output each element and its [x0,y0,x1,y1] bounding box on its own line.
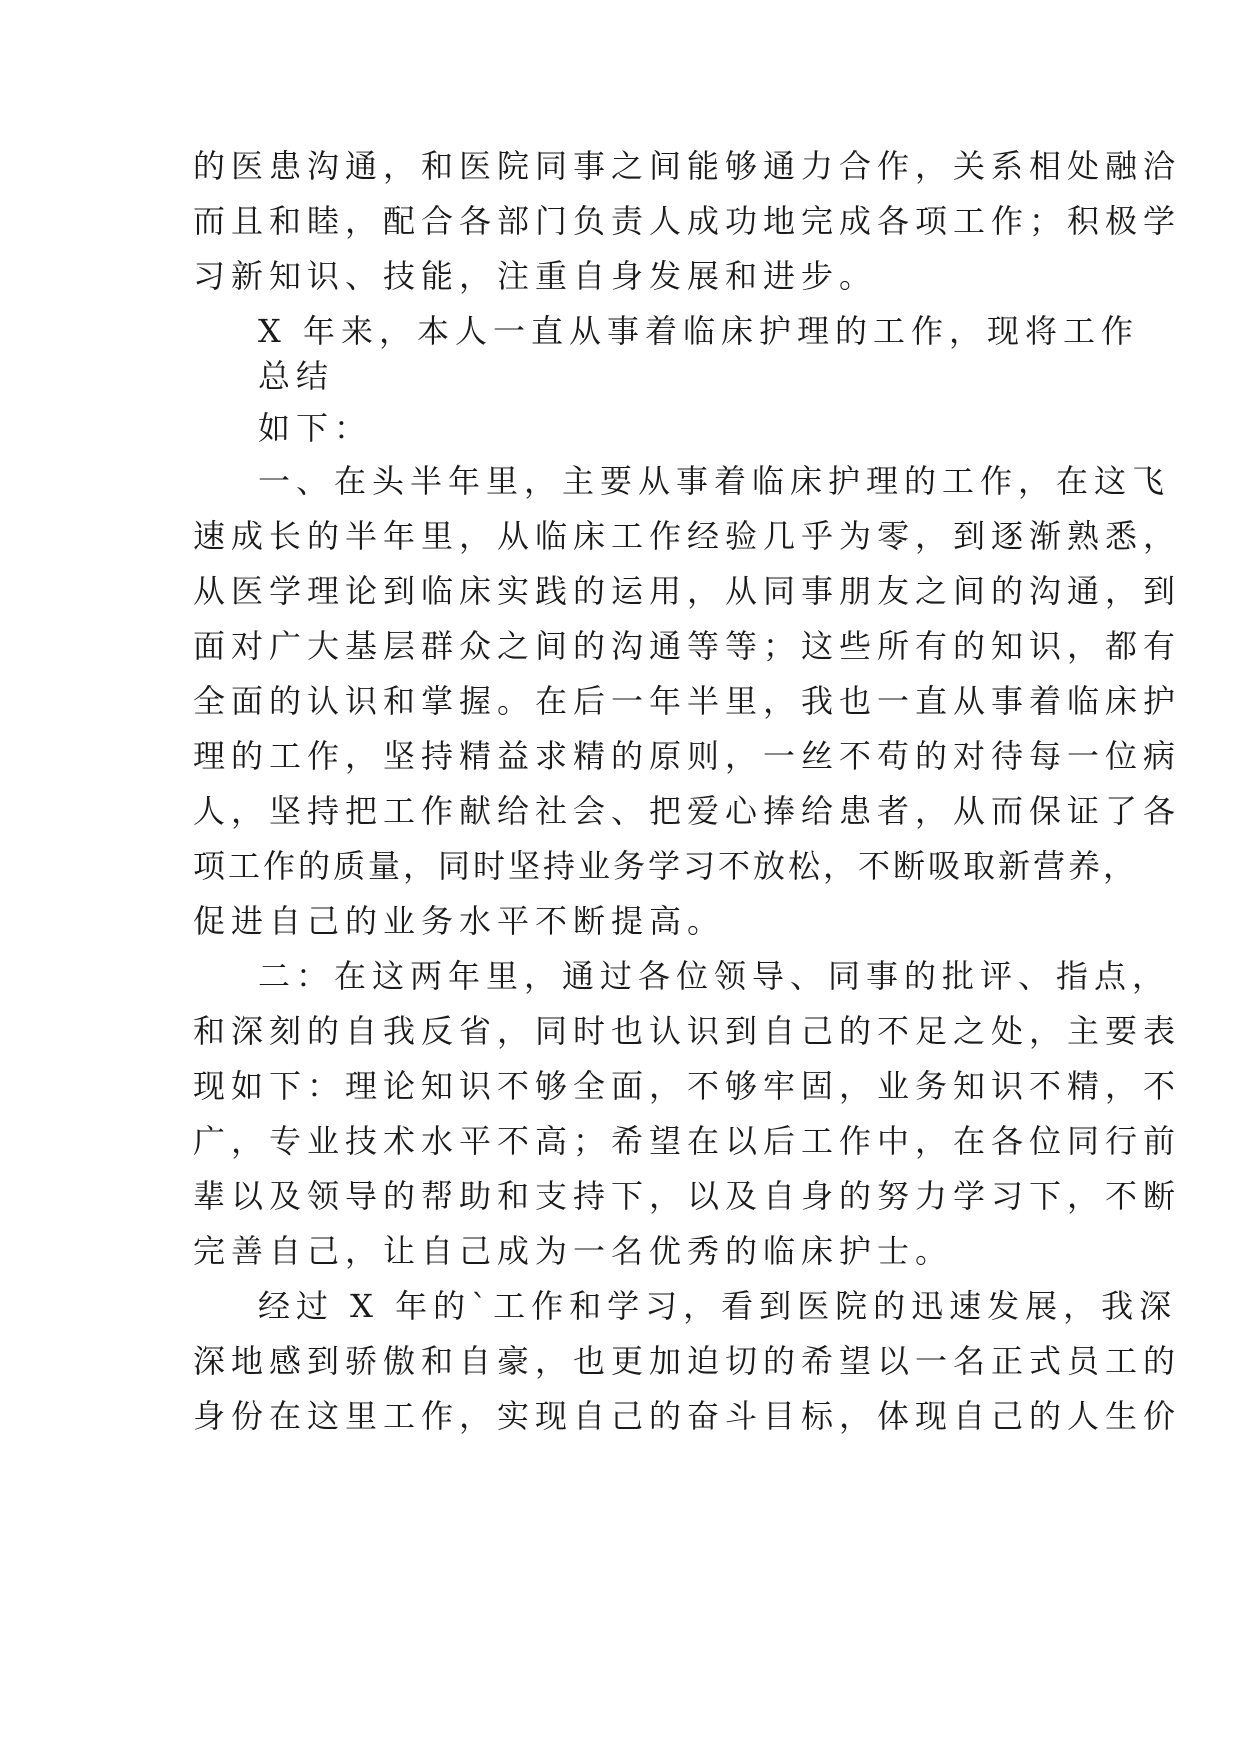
text-line: 身份在这里工作，实现自己的奋斗目标，体现自己的人生价 [193,1397,1182,1435]
text-line: 的医患沟通，和医院同事之间能够通力合作，关系相处融洽 [193,147,1182,185]
text-line: 而且和睦，配合各部门负责人成功地完成各项工作；积极学 [193,202,1182,240]
text-line: 深地感到骄傲和自豪，也更加迫切的希望以一名正式员工的 [193,1342,1182,1380]
text-line: 全面的认识和掌握。在后一年半里，我也一直从事着临床护 [193,682,1182,720]
text-line: 完善自己，让自己成为一名优秀的临床护士。 [193,1232,954,1270]
text-line: 从医学理论到临床实践的运用，从同事朋友之间的沟通，到 [193,572,1182,610]
text-line: 如下： [258,409,373,447]
text-line: 理的工作，坚持精益求精的原则，一丝不苟的对待每一位病 [193,737,1182,775]
text-line: 总结 [258,357,335,395]
text-line: 一、在头半年里，主要从事着临床护理的工作，在这飞 [258,462,1171,500]
text-line: 习新知识、技能，注重自身发展和进步。 [193,257,878,295]
text-line: X 年来，本人一直从事着临床护理的工作，现将工作 [258,312,1139,350]
text-line: 促进自己的业务水平不断提高。 [193,902,726,940]
text-line: 和深刻的自我反省，同时也认识到自己的不足之处，主要表 [193,1012,1182,1050]
text-line: 面对广大基层群众之间的沟通等等；这些所有的知识，都有 [193,627,1182,665]
text-line: 速成长的半年里，从临床工作经验几乎为零，到逐渐熟悉， [193,517,1182,555]
text-line: 现如下：理论知识不够全面，不够牢固，业务知识不精，不 [193,1067,1182,1105]
text-line: 人，坚持把工作献给社会、把爱心捧给患者，从而保证了各 [193,792,1182,830]
text-line: 广，专业技术水平不高；希望在以后工作中，在各位同行前 [193,1122,1182,1160]
text-line: 二：在这两年里，通过各位领导、同事的批评、指点， [258,957,1171,995]
text-line: 经过 X 年的`工作和学习，看到医院的迅速发展，我深 [258,1287,1178,1325]
text-line: 项工作的质量，同时坚持业务学习不放松，不断吸取新营养， [193,847,1139,885]
text-line: 辈以及领导的帮助和支持下，以及自身的努力学习下，不断 [193,1177,1182,1215]
